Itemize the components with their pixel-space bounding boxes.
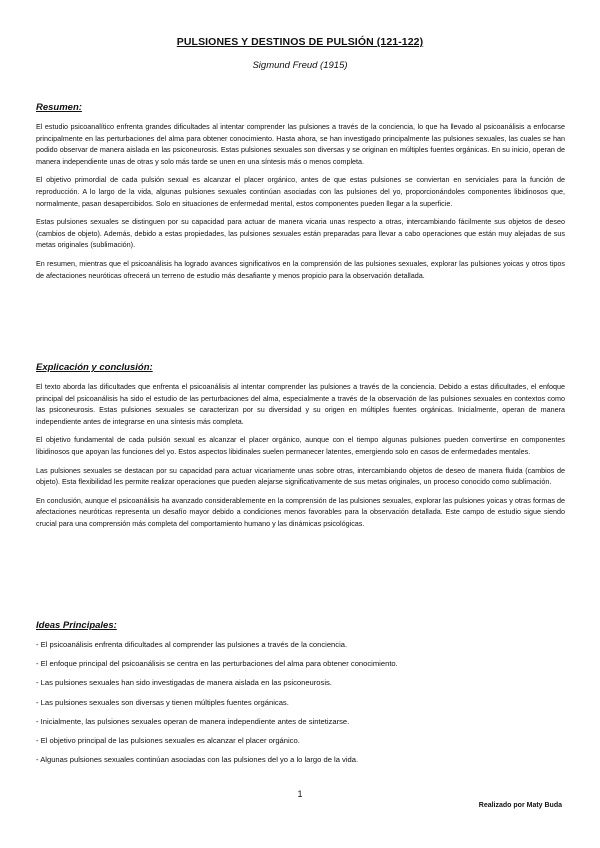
idea-item: - Las pulsiones sexuales han sido investigadas de manera aislada en las psiconeurosis. [36,678,332,688]
explicacion-paragraph: En conclusión, aunque el psicoanálisis ha avanzado considerablemente en la comprensión de las pulsiones sexuales, explorar las pulsiones yoicas y otras formas de afectaciones neuróticas representa un desafío mayor debido a condiciones menos favorables para la observación detallada. Este campo de estudio sigue siendo crucial para una comprensión más completa del comportamiento humano y las dinámicas psicológicas. [36,495,565,528]
explicacion-paragraph: El objetivo fundamental de cada pulsión sexual es alcanzar el placer orgánico, aunque con el tiempo algunas pulsiones pueden convertirse en componentes libidinosos que apoyan las funciones del yo. Estos aspectos libidinales suelen permanecer latentes, emergiendo solo en casos de enfermedades mentales. [36,435,565,456]
resumen-paragraph: Estas pulsiones sexuales se distinguen por su capacidad para actuar de manera vicaria unas respecto a otras, intercambiando fácilmente sus objetos de deseo (cambios de objeto). Además, debido a estas propiedades, las pulsiones sexuales están preparadas para llevar a cabo operaciones que están muy alejadas de sus metas originales (sublimación). [36,217,565,250]
idea-item: - Algunas pulsiones sexuales continúan asociadas con las pulsiones del yo a lo largo de la vida. [36,755,359,765]
resumen-section [36,102,565,288]
ideas-section [36,620,565,773]
resumen-paragraph: El estudio psicoanalítico enfrenta grandes dificultades al intentar comprender las pulsiones a través de la conciencia, lo que ha llevado al psicoanálisis a enfocarse principalmente en las perturbaciones del alma para obtener conocimiento. Hasta ahora, se han investigado principalmente las pulsiones sexuales, las cuales se han podido observar de manera aislada en las psiconeurosis. Estas pulsiones sexuales son diversas y se originan en múltiples fuentes orgánicas. En su inicio, operan de manera independiente unas de otras y solo más tarde se unen en una síntesis más o menos completa. [36,122,565,166]
ideas-heading: Ideas Principales: [36,620,117,631]
idea-item: - El psicoanálisis enfrenta dificultades al comprender las pulsiones a través de la conciencia. [36,640,348,649]
explicacion-paragraph: El texto aborda las dificultades que enfrenta el psicoanálisis al intentar comprender las pulsiones a través de la conciencia. Debido a estas dificultades, el enfoque principal del psicoanálisis ha sido el estudio de las perturbaciones del alma, especialmente a través de la observación de las pulsiones sexuales en contextos como las psiconeurosis. Estas pulsiones sexuales se caracterizan por su diversidad y su origen en múltiples fuentes orgánicas. Inicialmente, operan de manera independiente antes de integrarse en una síntesis más completa. [36,382,565,426]
author-credit: Realizado por Maty Buda [478,802,562,809]
document-author: Sigmund Freud (1915) [252,60,348,71]
idea-item: - El enfoque principal del psicoanálisis se centra en las perturbaciones del alma para obtener conocimiento. [36,659,398,669]
explicacion-paragraph: Las pulsiones sexuales se destacan por su capacidad para actuar vicariamente unas sobre otras, intercambiando objetos de deseo de manera fluida (cambios de objeto). Esta flexibilidad les permite realizar operaciones que pueden alejarse significativamente de sus metas originales, un proceso conocido como sublimación. [36,465,565,487]
idea-item: - Inicialmente, las pulsiones sexuales operan de manera independiente antes de sintetizarse. [36,716,350,726]
explicacion-heading: Explicación y conclusión: [36,362,153,373]
resumen-paragraph: El objetivo primordial de cada pulsión sexual es alcanzar el placer orgánico, antes de que estas pulsiones se conviertan en serviciales para la función de reproducción. A lo largo de la vida, algunas pulsiones sexuales continúan asociadas con las pulsiones del yo, proporcionándoles componentes libidinosos que, normalmente, pasan desapercibidos. Solo en situaciones de enfermedad mental, estos componentes pueden llegar a la superficie. [36,175,565,208]
idea-item: - El objetivo principal de las pulsiones sexuales es alcanzar el placer orgánico. [36,735,300,745]
resumen-paragraph: En resumen, mientras que el psicoanálisis ha logrado avances significativos en la comprensión de las pulsiones sexuales, explorar las pulsiones yoicas y otros tipos de afectaciones neuróticas ofrecerá un terreno de estudio más desafiante y menos propicio para la observación detallada. [36,258,565,280]
idea-item: - Las pulsiones sexuales son diversas y tienen múltiples fuentes orgánicas. [36,697,289,707]
resumen-heading: Resumen: [36,102,82,113]
document-title: PULSIONES Y DESTINOS DE PULSIÓN (121-122) [176,36,424,48]
page-number: 1 [297,789,303,799]
explicacion-section [36,362,565,537]
